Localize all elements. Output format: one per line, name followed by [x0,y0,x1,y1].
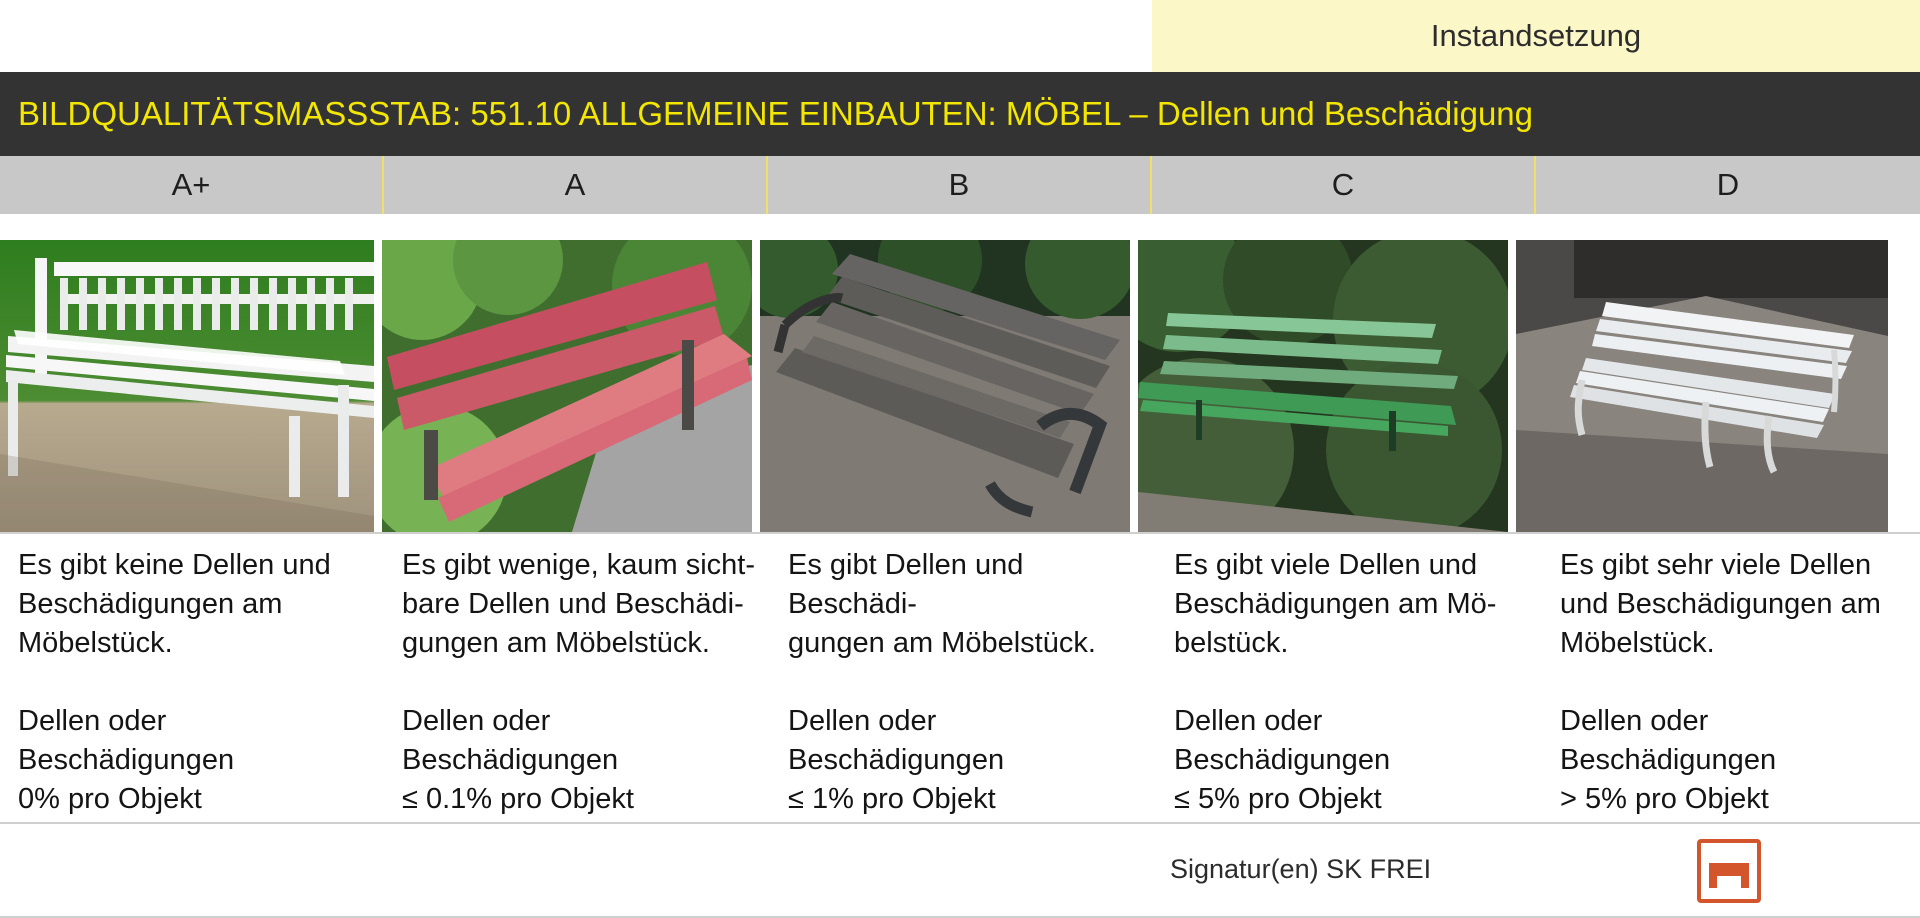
description-line: Es gibt Dellen und Beschädi- [788,549,1024,620]
red-bench-photo [382,240,752,532]
grade-a-plus: A+ [0,156,384,214]
description-line: Beschädigungen am Mö- [1174,588,1497,620]
page-title: BILDQUALITÄTSMASSSTAB: 551.10 ALLGEMEINE EINBAUTEN: MÖBEL – Dellen und Beschädigung [0,72,1920,156]
description-line: Es gibt wenige, kaum sicht- [402,549,755,581]
bench-signature-icon [1697,839,1761,903]
gray-bench-photo [760,240,1130,532]
grade-b: B [768,156,1152,214]
grade-c: C [1152,156,1536,214]
weathered-white-bench-photo [1516,240,1888,532]
description-line: Beschädigungen am [18,588,283,620]
description-line: Möbelstück. [18,627,173,659]
metric-line: Dellen oder [402,705,551,737]
description-line: Möbelstück. [1560,627,1715,659]
description-a [384,534,770,822]
metric-line: 0% pro Objekt [18,783,202,815]
metric-line: ≤ 1% pro Objekt [788,783,996,815]
description-a-plus [0,534,384,822]
description-line: belstück. [1174,627,1289,659]
metric-line: Dellen oder [1560,705,1709,737]
description-line: Es gibt keine Dellen und [18,549,331,581]
metric-line: > 5% pro Objekt [1560,783,1769,815]
description-d [1542,534,1920,822]
metric-line: Dellen oder [18,705,167,737]
photo-row [0,240,1920,532]
description-line: gungen am Möbelstück. [402,627,710,659]
grade-d: D [1716,167,1740,202]
metric-line: Beschädigungen [402,744,619,776]
metric-line: Dellen oder [1174,705,1323,737]
metric-line: Beschädigungen [1174,744,1391,776]
signature-row [0,824,1920,918]
description-c [1156,534,1542,822]
description-line: gungen am Möbelstück. [788,627,1096,659]
description-line: bare Dellen und Beschädi- [402,588,744,620]
description-b [770,534,1156,822]
white-bench-photo [0,240,374,532]
metric-line: Beschädigungen [788,744,1005,776]
metric-line: Beschädigungen [18,744,235,776]
signature-label: Signatur(en) SK FREI [1170,854,1432,884]
metric-line: Beschädigungen [1560,744,1777,776]
metric-line: Dellen oder [788,705,937,737]
grade-a: A [384,156,768,214]
description-line: und Beschädigungen am [1560,588,1881,620]
green-bench-photo [1138,240,1508,532]
description-line: Es gibt sehr viele Dellen [1560,549,1872,581]
metric-line: ≤ 0.1% pro Objekt [402,783,634,815]
bench-right-leg-shape [1741,874,1749,888]
description-line: Es gibt viele Dellen und [1174,549,1478,581]
bench-left-leg-shape [1709,874,1717,888]
grade-row [0,156,1920,214]
repair-tag: Instandsetzung [1152,0,1920,72]
description-row [0,532,1920,824]
metric-line: ≤ 5% pro Objekt [1174,783,1382,815]
